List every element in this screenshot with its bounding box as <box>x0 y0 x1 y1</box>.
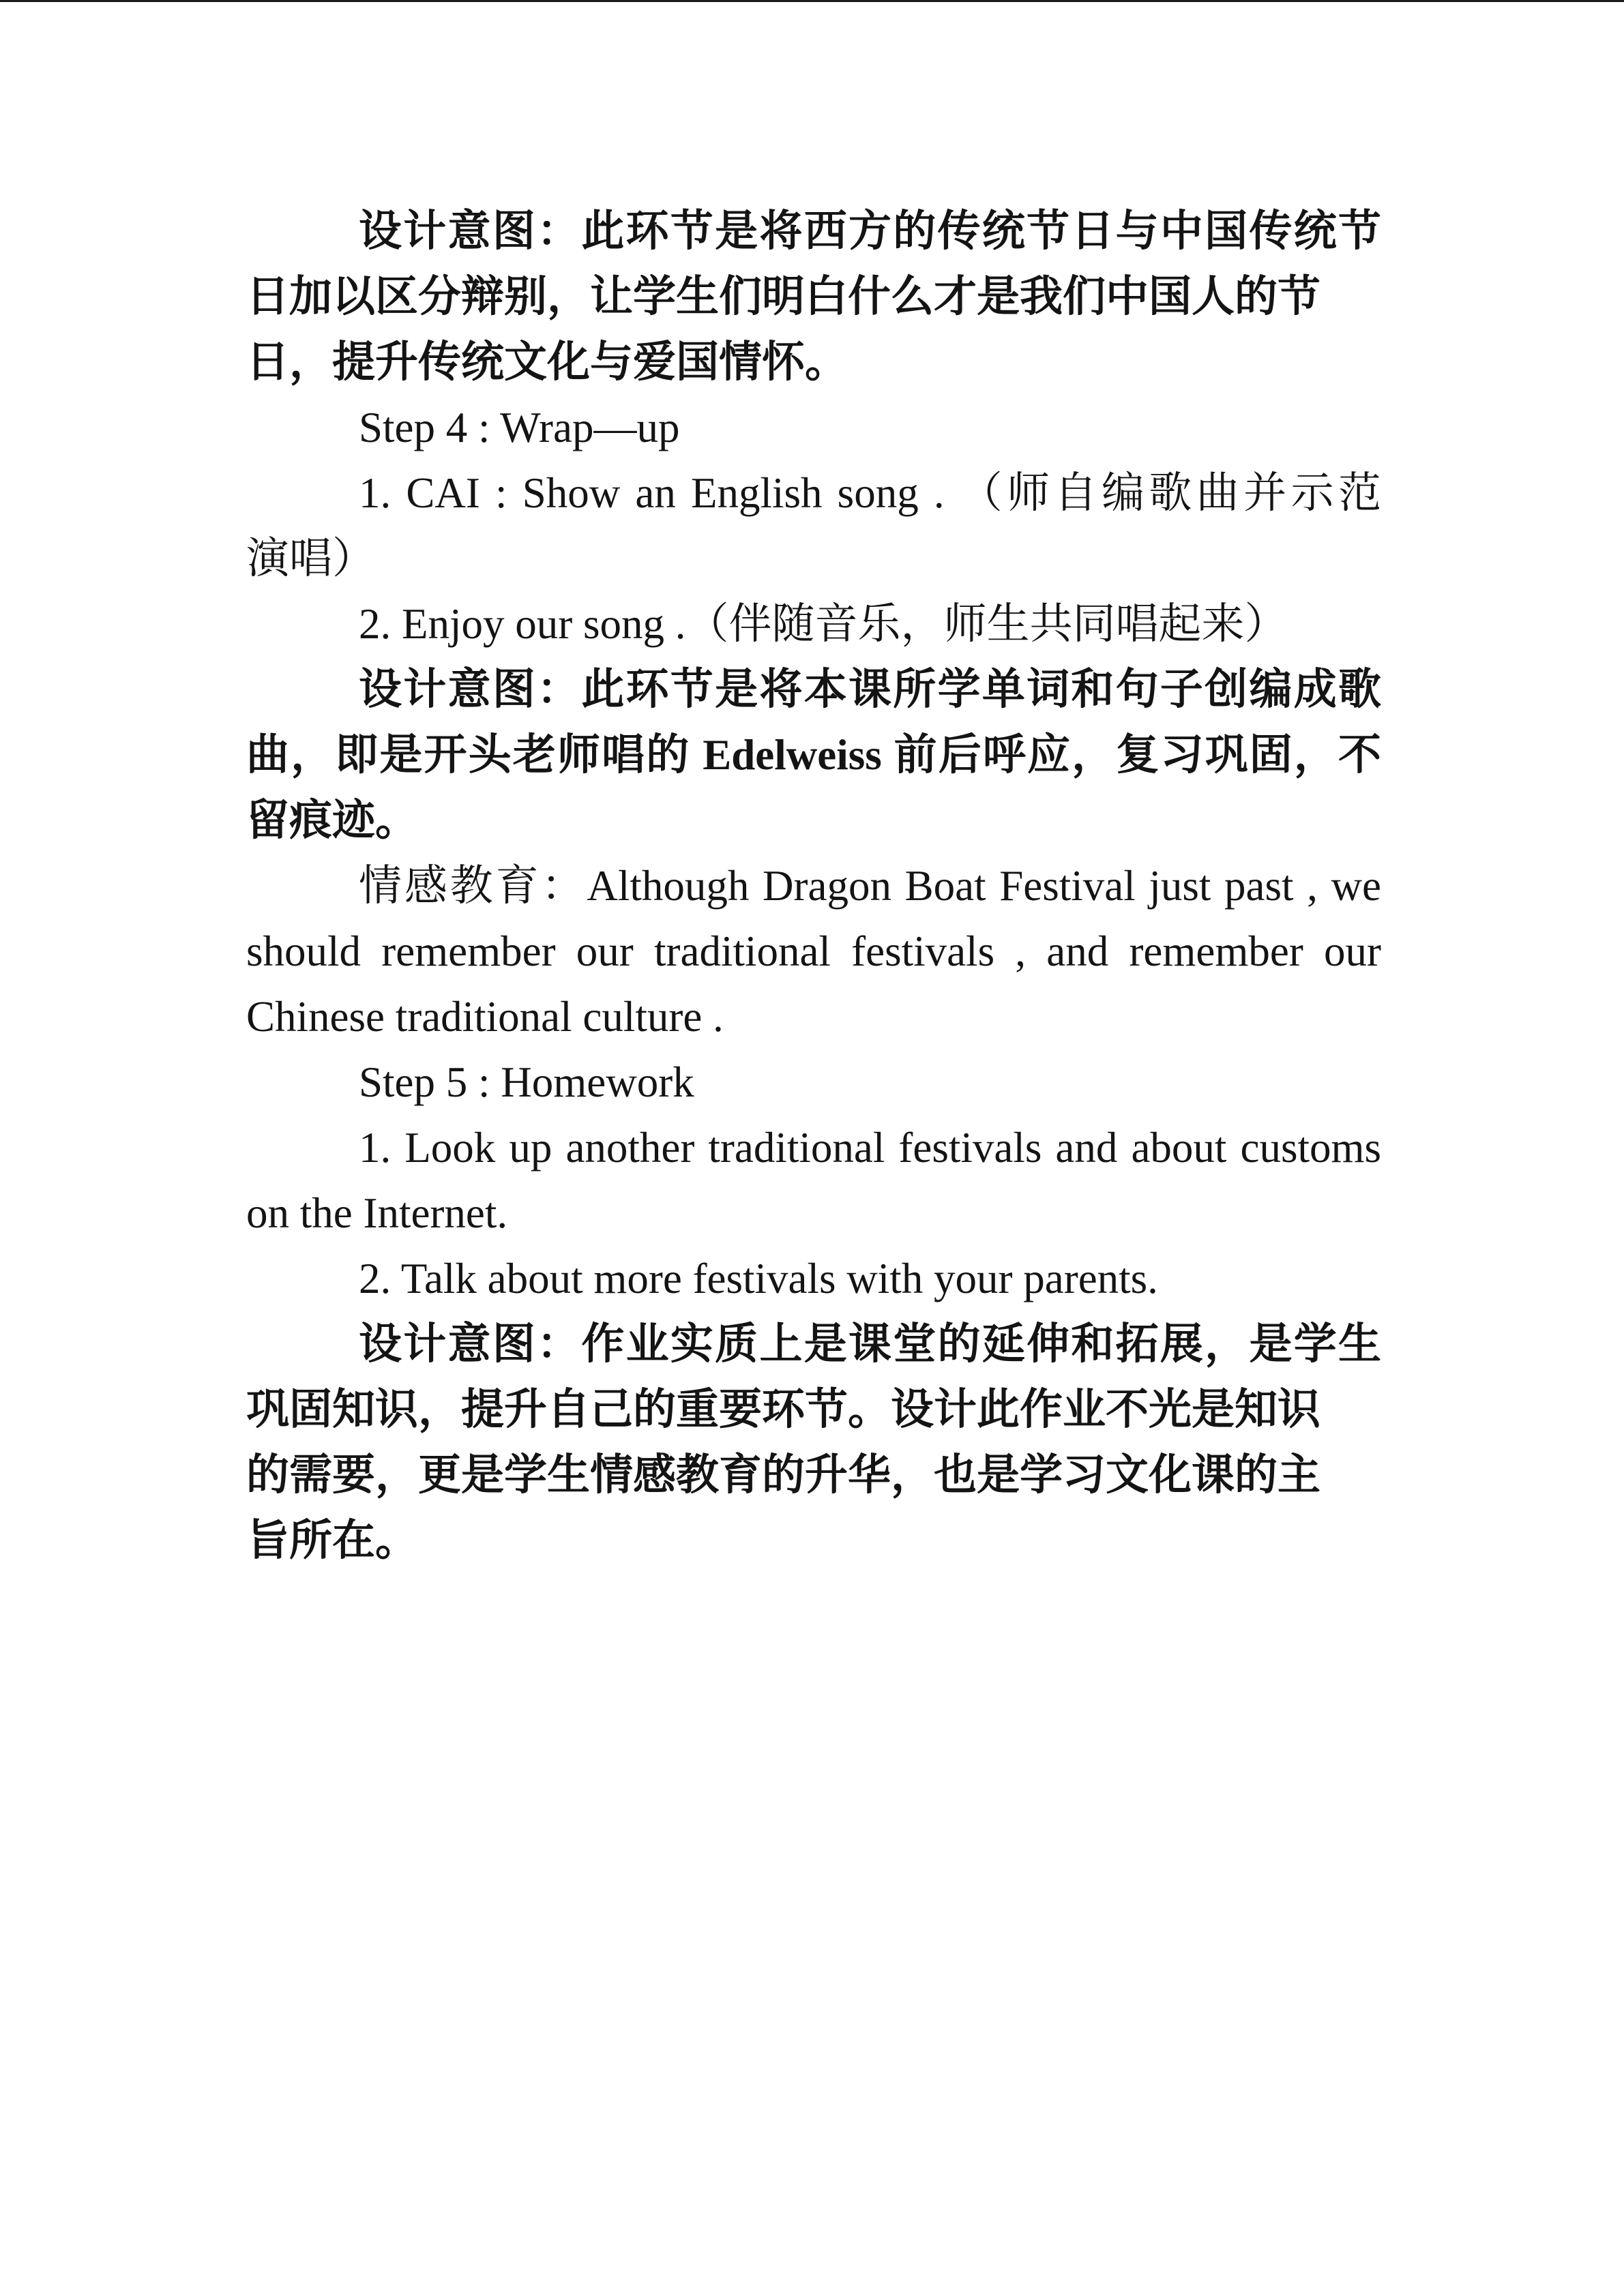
paragraph-line: 留痕迹。 <box>246 796 418 844</box>
design-intent-paragraph-3 <box>246 1311 1381 1573</box>
paragraph-line: 旨所在。 <box>246 1517 418 1564</box>
paragraph-line: 的需要，更是学生情感教育的升华，也是学习文化课的主 <box>246 1451 1320 1499</box>
paragraph-line: 2. Talk about more festivals with your parents. <box>359 1255 1158 1302</box>
paragraph-line: 日加以区分辩别，让学生们明白什么才是我们中国人的节 <box>246 273 1320 320</box>
design-intent-paragraph-2 <box>246 657 1381 853</box>
design-intent-paragraph-1 <box>246 198 1381 395</box>
step-5-heading <box>246 1049 1381 1115</box>
step-4-item-2 <box>246 591 1381 657</box>
paragraph-line: 演唱） <box>246 535 375 582</box>
paragraph-line: on the Internet. <box>246 1189 508 1237</box>
step-4-item-1 <box>246 460 1381 591</box>
document-body <box>246 198 1381 1573</box>
paragraph-line: 曲，即是开头老师唱的 Edelweiss 前后呼应，复习巩固，不 <box>246 731 1381 779</box>
paragraph-line: Step 5 : Homework <box>359 1058 694 1106</box>
paragraph-line: 设计意图：此环节是将西方的传统节日与中国传统节 <box>359 207 1381 255</box>
paragraph-line: 日，提升传统文化与爱国情怀。 <box>246 338 848 386</box>
step-5-item-2 <box>246 1246 1381 1311</box>
paragraph-line: 1. CAI : Show an English song . （师自编歌曲并示范 <box>359 469 1381 517</box>
step-4-heading <box>246 395 1381 460</box>
paragraph-line: 情感教育：Although Dragon Boat Festival just past , we <box>359 862 1381 910</box>
paragraph-line: Chinese traditional culture . <box>246 993 724 1041</box>
emotional-education-paragraph <box>246 853 1381 1049</box>
paragraph-line: 2. Enjoy our song .（伴随音乐，师生共同唱起来） <box>359 600 1288 648</box>
paragraph-line: 设计意图：作业实质上是课堂的延伸和拓展，是学生 <box>359 1320 1381 1368</box>
paragraph-line: 设计意图：此环节是将本课所学单词和句子创编成歌 <box>359 666 1381 713</box>
paragraph-line: should remember our traditional festivals , and remember our <box>246 927 1381 975</box>
step-5-item-1 <box>246 1115 1381 1246</box>
paragraph-line: 1. Look up another traditional festivals and about customs <box>359 1124 1381 1172</box>
paragraph-line: Step 4 : Wrap—up <box>359 404 680 451</box>
paragraph-line: 巩固知识，提升自己的重要环节。设计此作业不光是知识 <box>246 1386 1320 1433</box>
